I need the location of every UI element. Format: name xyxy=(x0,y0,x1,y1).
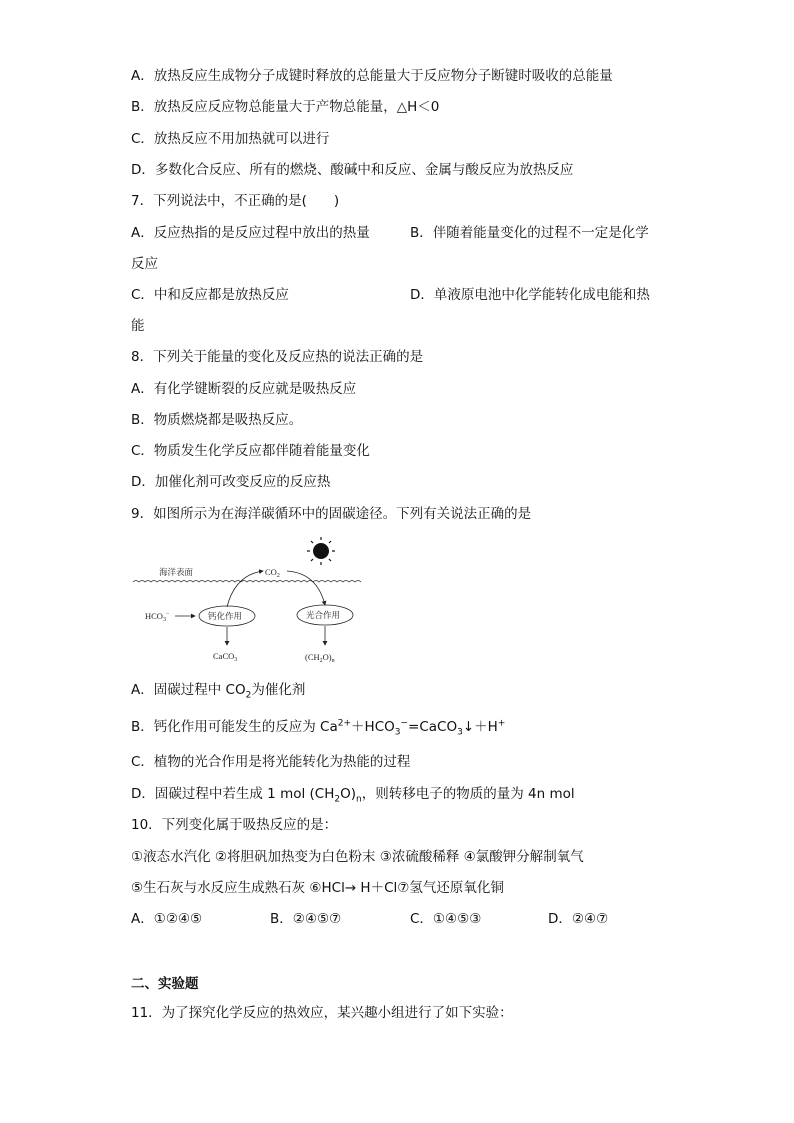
q6-option-d: D．多数化合反应、所有的燃烧、酸碱中和反应、金属与酸反应为放热反应 xyxy=(131,162,574,178)
sea-surface-waves xyxy=(133,581,361,583)
co2-uptake-arrow xyxy=(287,571,325,605)
q11-stem: 11．为了探究化学反应的热效应，某兴趣小组进行了如下实验： xyxy=(131,1005,513,1021)
hco3-label: $HCO_3^-$ xyxy=(145,611,170,623)
q7-option-d: D．单液原电池中化学能转化成电能和热 xyxy=(410,287,650,303)
q7-option-d-continued: 能 xyxy=(131,318,145,334)
q10-items-line2: ⑤生石灰与水反应生成熟石灰 ⑥HCl→ H＋Cl⑦氢气还原氧化铜 xyxy=(131,880,504,896)
q7-option-c: C．中和反应都是放热反应 xyxy=(131,287,289,303)
carbon-cycle-figure xyxy=(131,535,371,670)
co2-release-arrow xyxy=(227,571,263,607)
q8-option-a: A．有化学键断裂的反应就是吸热反应 xyxy=(131,381,357,397)
q8-option-b: B．物质燃烧都是吸热反应。 xyxy=(131,412,303,428)
section-title: 二、实验题 xyxy=(131,976,199,992)
q7-stem: 7．下列说法中，不正确的是( ) xyxy=(131,193,340,209)
q6-option-b: B．放热反应反应物总能量大于产物总能量，△H＜0 xyxy=(131,99,440,115)
q7-option-a: A．反应热指的是反应过程中放出的热量 xyxy=(131,225,370,241)
caco3-label: CaCO$_3$ xyxy=(213,651,238,663)
q6-option-a: A．放热反应生成物分子成键时释放的总能量大于反应物分子断键时吸收的总能量 xyxy=(131,68,613,84)
q9-stem: 9．如图所示为在海洋碳循环中的固碳途径。下列有关说法正确的是 xyxy=(131,506,532,522)
q10-option-b: B．②④⑤⑦ xyxy=(270,911,342,927)
q10-items-line1: ①液态水汽化 ②将胆矾加热变为白色粉末 ③浓硫酸稀释 ④氯酸钾分解制氧气 xyxy=(131,849,584,865)
photosynthesis-label: 光合作用 xyxy=(306,610,341,620)
q10-option-a: A．①②④⑤ xyxy=(131,911,203,927)
q9-option-c: C．植物的光合作用是将光能转化为热能的过程 xyxy=(131,754,411,770)
q8-option-d: D．加催化剂可改变反应的反应热 xyxy=(131,474,331,490)
sun-icon xyxy=(307,537,335,565)
q7-option-b-continued: 反应 xyxy=(131,256,158,272)
sea-surface-label: 海洋表面 xyxy=(159,567,194,577)
q9-option-a: A．固碳过程中 $CO_2$为催化剂 xyxy=(131,682,306,701)
calcification-label: 钙化作用 xyxy=(208,611,243,621)
co2-label: $CO_2$ xyxy=(265,567,280,579)
q8-option-c: C．物质发生化学反应都伴随着能量变化 xyxy=(131,443,370,459)
q10-option-d: D．②④⑦ xyxy=(548,911,609,927)
q10-stem: 10．下列变化属于吸热反应的是： xyxy=(131,817,338,833)
q7-option-b: B．伴随着能量变化的过程不一定是化学 xyxy=(410,225,649,241)
q9-option-b: B．钙化作用可能发生的反应为 $Ca^{2+}+HCO_3^-=CaCO_3↓+H^+$ xyxy=(131,718,506,738)
q10-option-c: C．①④⑤③ xyxy=(410,911,482,927)
q8-stem: 8．下列关于能量的变化及反应热的说法正确的是 xyxy=(131,349,424,365)
ch2o-label: $(CH_2O)_n$ xyxy=(305,652,335,664)
q6-option-c: C．放热反应不用加热就可以进行 xyxy=(131,131,330,147)
q9-option-d: D．固碳过程中若生成 1 mol $(CH_2O)_n$，则转移电子的物质的量为 4n mol xyxy=(131,786,575,805)
